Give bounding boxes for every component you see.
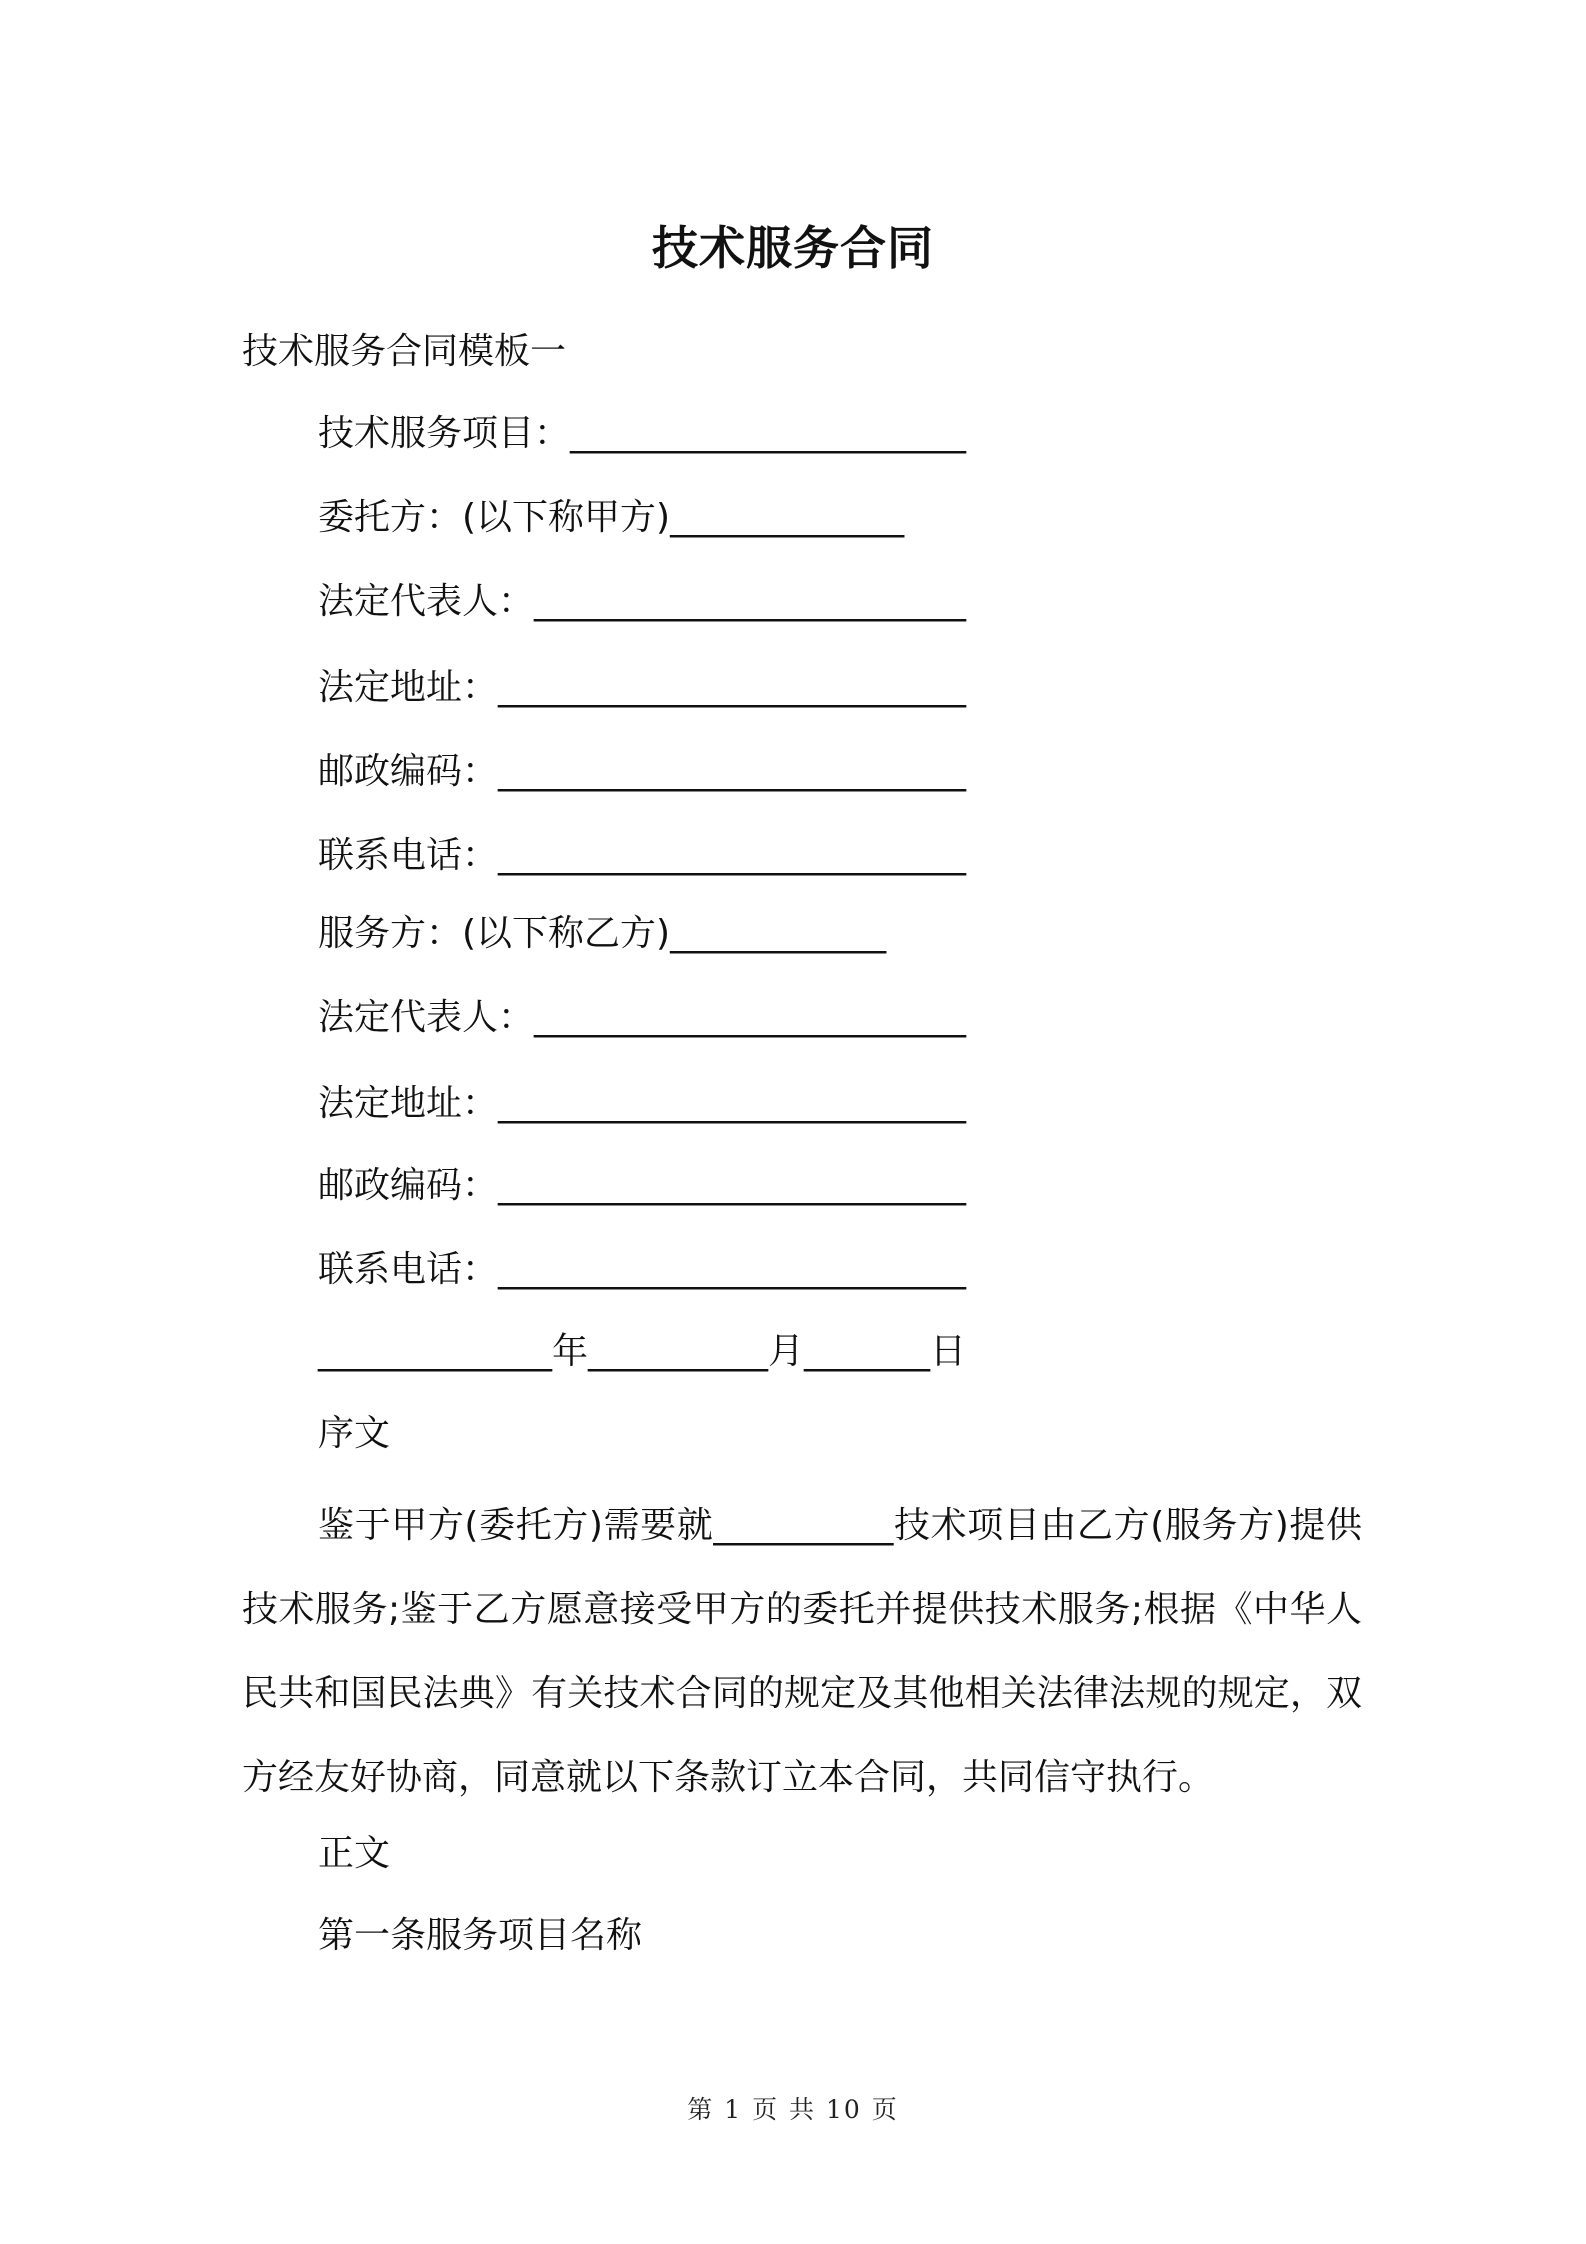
field-provider-legal-rep: 法定代表人：________________________ — [318, 997, 967, 1038]
field-provider: 服务方：(以下称乙方)____________ — [318, 913, 887, 954]
template-heading: 技术服务合同模板一 — [242, 331, 567, 372]
document-title: 技术服务合同 — [652, 221, 934, 275]
field-client-postcode: 邮政编码：__________________________ — [318, 751, 967, 792]
field-provider-phone: 联系电话：__________________________ — [318, 1249, 967, 1290]
page-footer: 第 1 页 共 10 页 — [687, 2095, 899, 2124]
field-provider-postcode: 邮政编码：__________________________ — [318, 1165, 967, 1206]
preface-heading: 序文 — [318, 1413, 391, 1454]
field-date: _____________年__________月_______日 — [318, 1331, 966, 1372]
field-client: 委托方：(以下称甲方)_____________ — [318, 497, 905, 538]
article-1-heading: 第一条服务项目名称 — [318, 1915, 643, 1956]
body-heading: 正文 — [318, 1833, 391, 1874]
field-client-address: 法定地址：__________________________ — [318, 667, 967, 708]
field-service-project: 技术服务项目：______________________ — [318, 413, 967, 454]
field-provider-address: 法定地址：__________________________ — [318, 1083, 967, 1124]
field-client-phone: 联系电话：__________________________ — [318, 835, 967, 876]
preface-paragraph: 鉴于甲方(委托方)需要就__________技术项目由乙方(服务方)提供技术服务;鉴于乙方愿意接受甲方的委托并提供技术服务;根据《中华人民共和国民法典》有关技术合同的规定及其他相关法律法规的规定，双方经友好协商，同意就以下条款订立本合同，共同信守执行。 — [242, 1505, 1362, 1798]
field-client-legal-rep: 法定代表人：________________________ — [318, 581, 967, 622]
